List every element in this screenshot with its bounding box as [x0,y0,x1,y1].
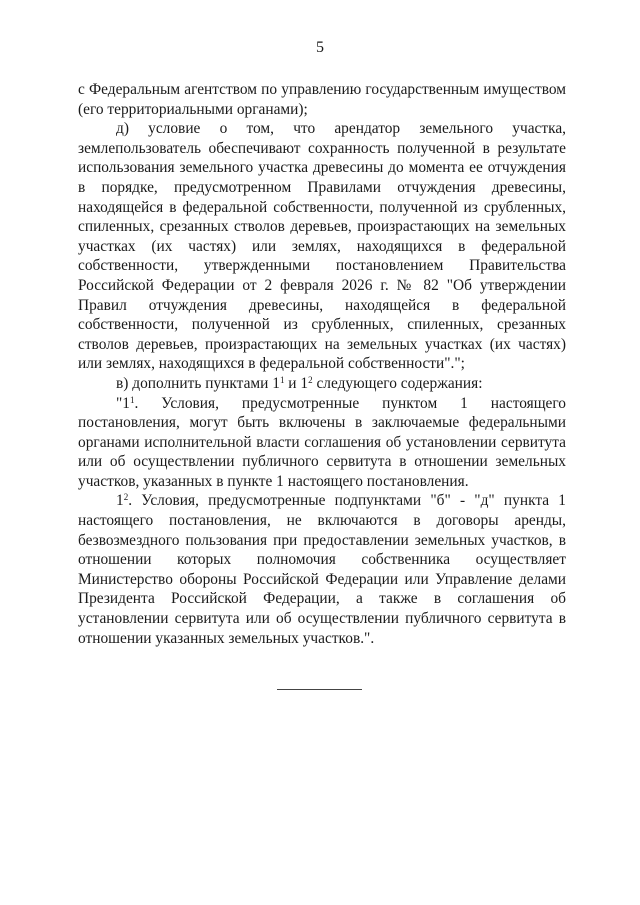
point-text: . Условия, предусмотренные подпунктами "б" - "д" пункта 1 настоящего постановления, не включаются в договоры аренды, безвозмездного пользования при предоставлении земельных участков, в отношении которых полномочия собственника осуществляет Министерство обороны Российской Федерации или Управление делами Президента Российской Федерации, а также в соглашения об установлении сервитута или об осуществлении публичного сервитута в отношении указанных земельных участков.". [78,492,566,647]
point-number: 1 [116,492,124,510]
superscript: 2 [308,374,313,385]
paragraph-subitem-v [78,374,566,394]
point-text: . Условия, предусмотренные пунктом 1 настоящего постановления, могут быть включены в заключаемые федеральными органами исполнительной власти соглашения об установлении сервитута или об осуществлении публичного сервитута в отношении земельных участков, указанных в пункте 1 настоящего постановления. [78,394,566,490]
paragraph-continuation: с Федеральным агентством по управлению государственным имуществом (его территориальными органами); [78,81,566,118]
point-number: "1 [116,394,130,412]
superscript: 1 [279,374,285,385]
paragraph-point-1-2 [78,491,566,648]
superscript: 2 [123,492,129,503]
paragraph-point-1-1 [78,394,566,492]
end-separator-line [277,689,362,690]
subitem-v-text: следующего содержания: [312,374,483,392]
paragraph-subitem-d: д) условие о том, что арендатор земельного участка, землепользователь обеспечивают сохранность полученной в результате использования земельного участка древесины до момента ее отчуждения в порядке, предусмотренном Правилами отчуждения древесины, находящейся в федеральной собственности, полученной из срубленных, спиленных, срезанных стволов деревьев, произрастающих на земельных участках (их частях) или землях, находящихся в федеральной собственности, утвержденными постановлением Правительства Российской Федерации от 2 февраля 2026 г. № 82 "Об утверждении Правил отчуждения древесины, находящейся в федеральной собственности, полученной из срубленных, спиленных, срезанных стволов деревьев, произрастающих на земельных участках (их частях) или землях, находящихся в федеральной собственности"."; [78,120,566,373]
document-body [78,80,566,648]
superscript: 1 [129,394,135,405]
subitem-v-text: и 1 [284,374,309,392]
page-number: 5 [316,39,324,56]
subitem-v-text: в) дополнить пунктами 1 [116,374,280,392]
